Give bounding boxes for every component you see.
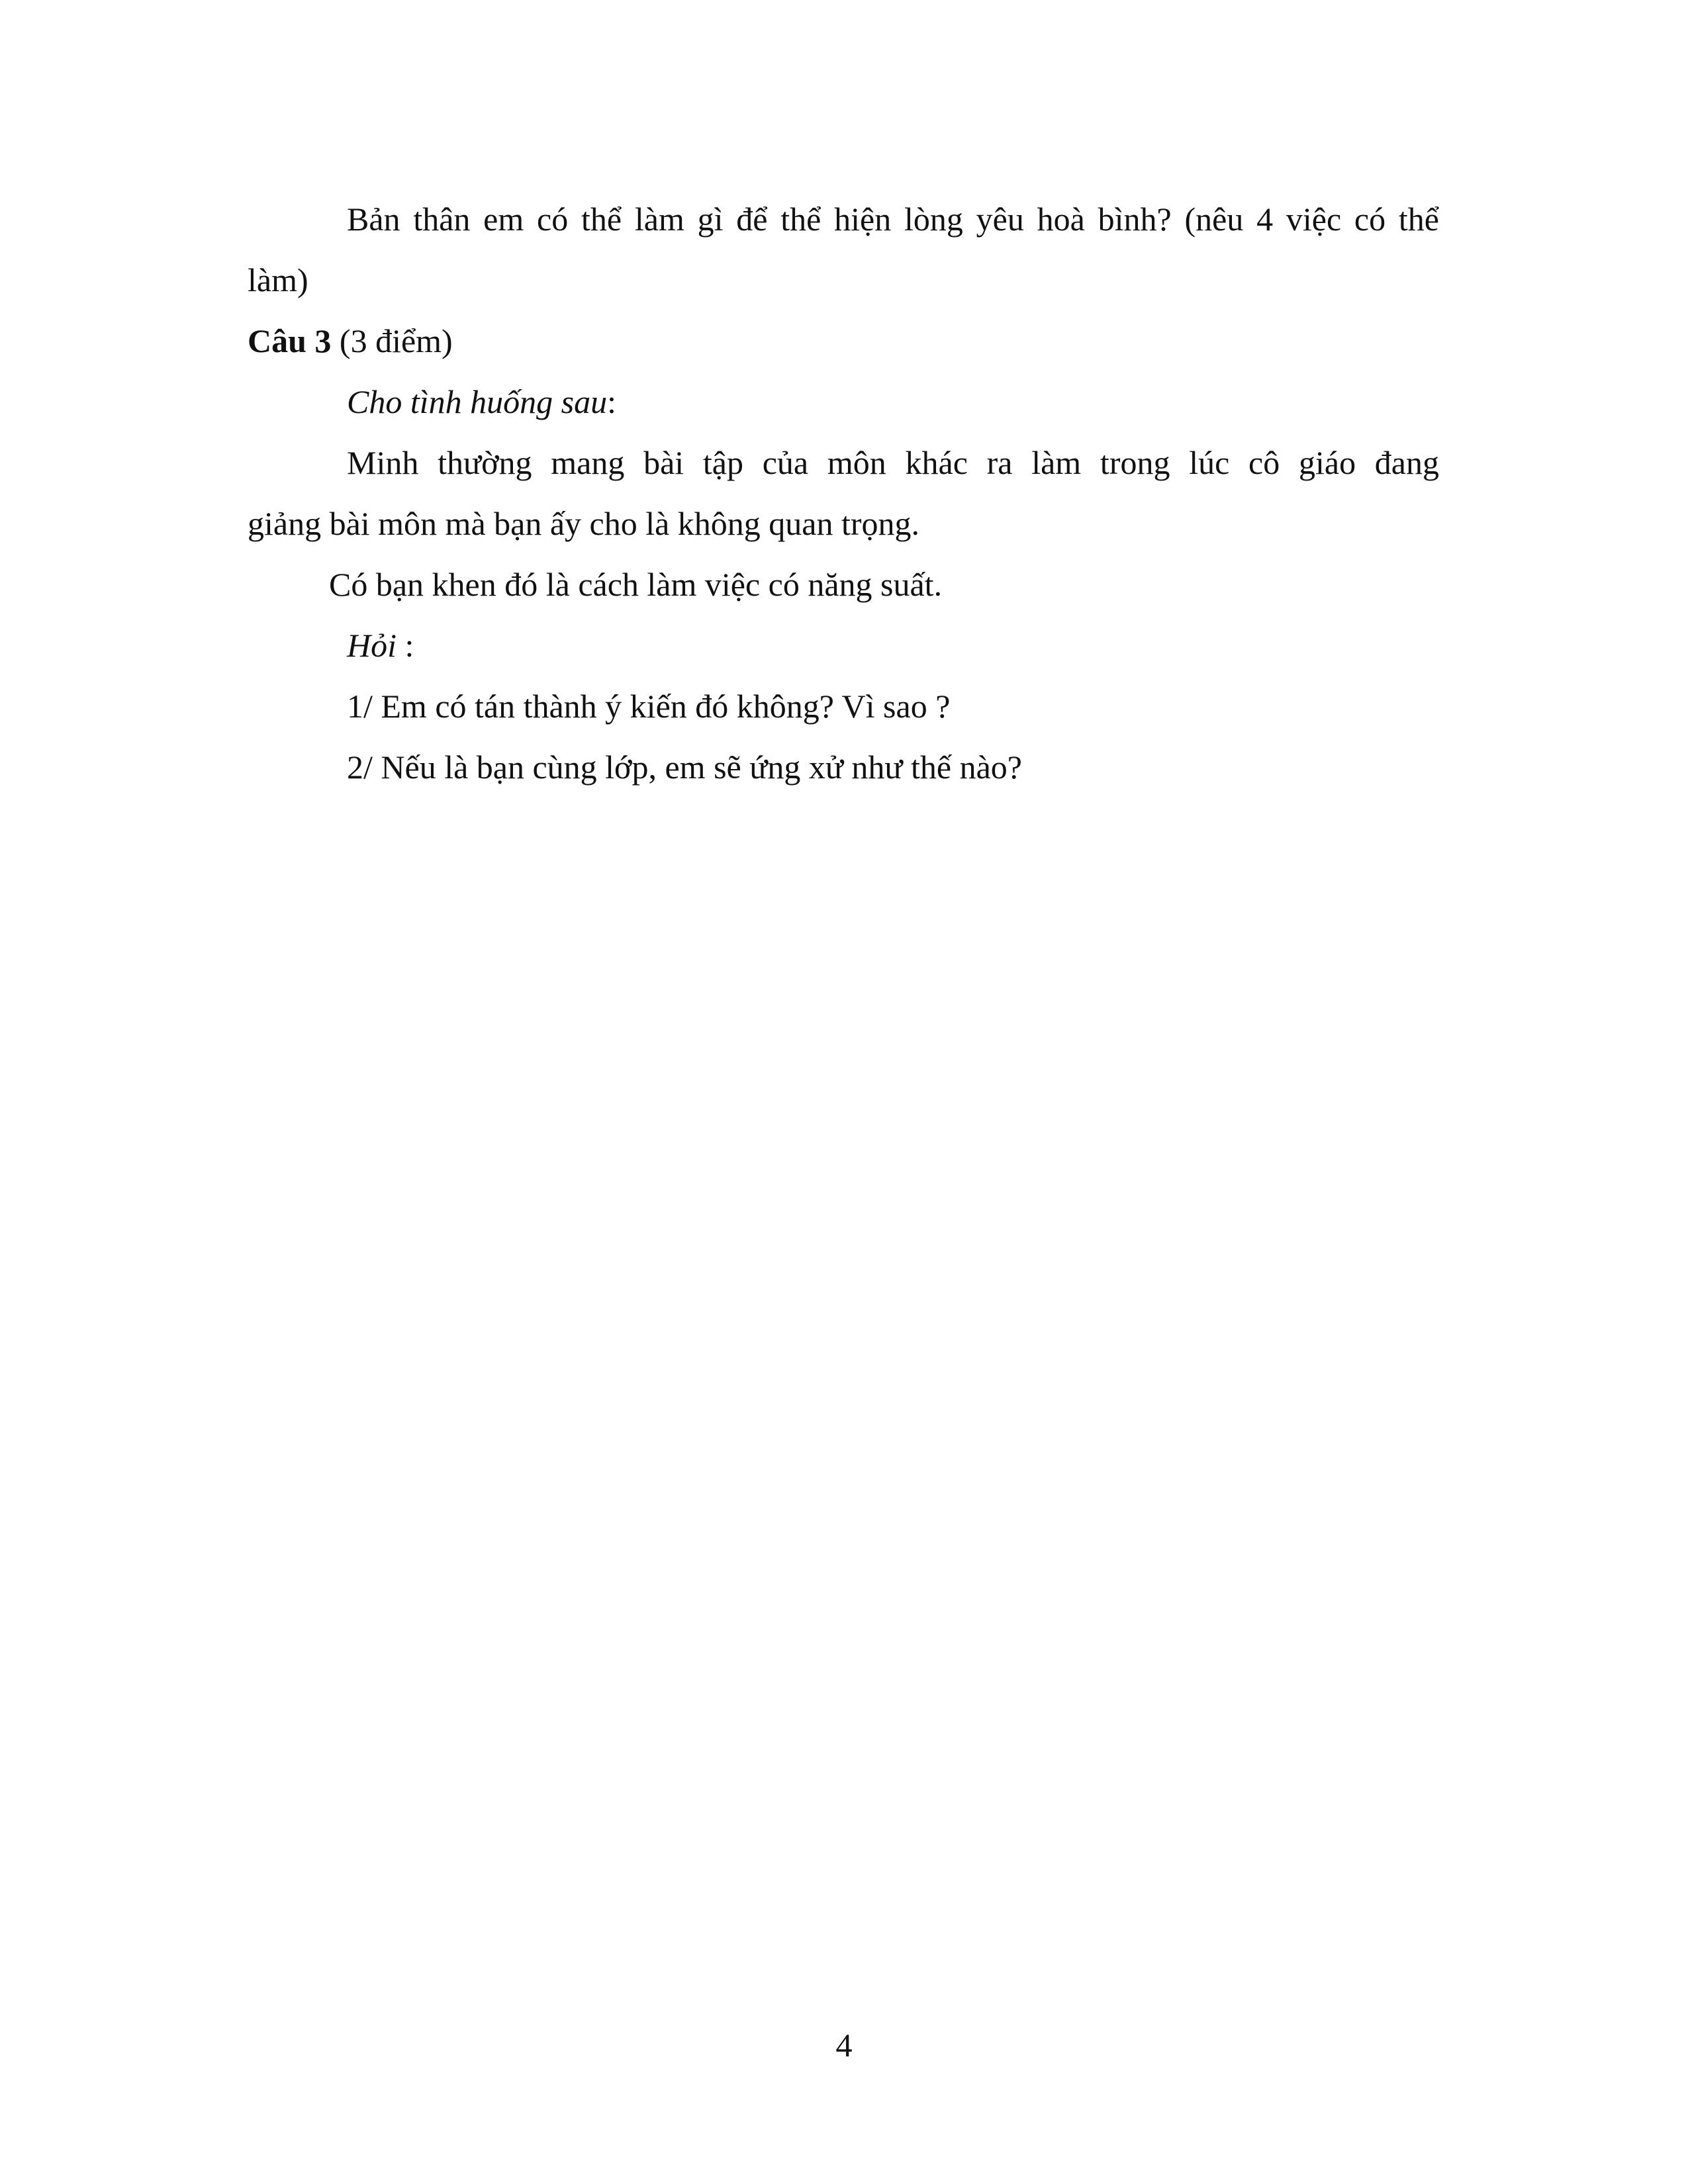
intro-paragraph-line-2 [248, 250, 1439, 310]
situation-heading-colon: : [607, 383, 616, 420]
question-3-label: Câu 3 [248, 322, 332, 359]
intro-paragraph-line-1 [248, 189, 1439, 250]
sub-question-2-text: 2/ Nếu là bạn cùng lớp, em sẽ ứng xử như thế nào? [347, 749, 1022, 786]
question-3-points: (3 điểm) [331, 322, 453, 359]
intro-line-1-text: Bản thân em có thể làm gì để thể hiện lòng yêu hoà bình? (nêu 4 việc có thể [347, 201, 1439, 238]
situation-line-1-text: Minh thường mang bài tập của môn khác ra làm trong lúc cô giáo đang [347, 444, 1439, 481]
comment-line [248, 554, 1439, 615]
sub-question-1 [248, 676, 1439, 737]
ask-line [248, 615, 1439, 676]
situation-line-1 [248, 432, 1439, 493]
comment-text: Có bạn khen đó là cách làm việc có năng suất. [329, 566, 943, 603]
sub-question-2 [248, 737, 1439, 797]
sub-question-1-text: 1/ Em có tán thành ý kiến đó không? Vì sao ? [347, 688, 951, 725]
situation-line-2 [248, 493, 1439, 554]
situation-heading-text: Cho tình huống sau [347, 383, 608, 420]
situation-line-2-text: giảng bài môn mà bạn ấy cho là không quan trọng. [248, 505, 920, 542]
document-body [248, 189, 1439, 797]
intro-line-2-text: làm) [248, 261, 308, 298]
question-3-heading [248, 310, 1439, 371]
ask-label: Hỏi [347, 627, 397, 664]
page-number: 4 [835, 2026, 853, 2064]
situation-heading [248, 371, 1439, 432]
ask-colon: : [397, 627, 414, 664]
